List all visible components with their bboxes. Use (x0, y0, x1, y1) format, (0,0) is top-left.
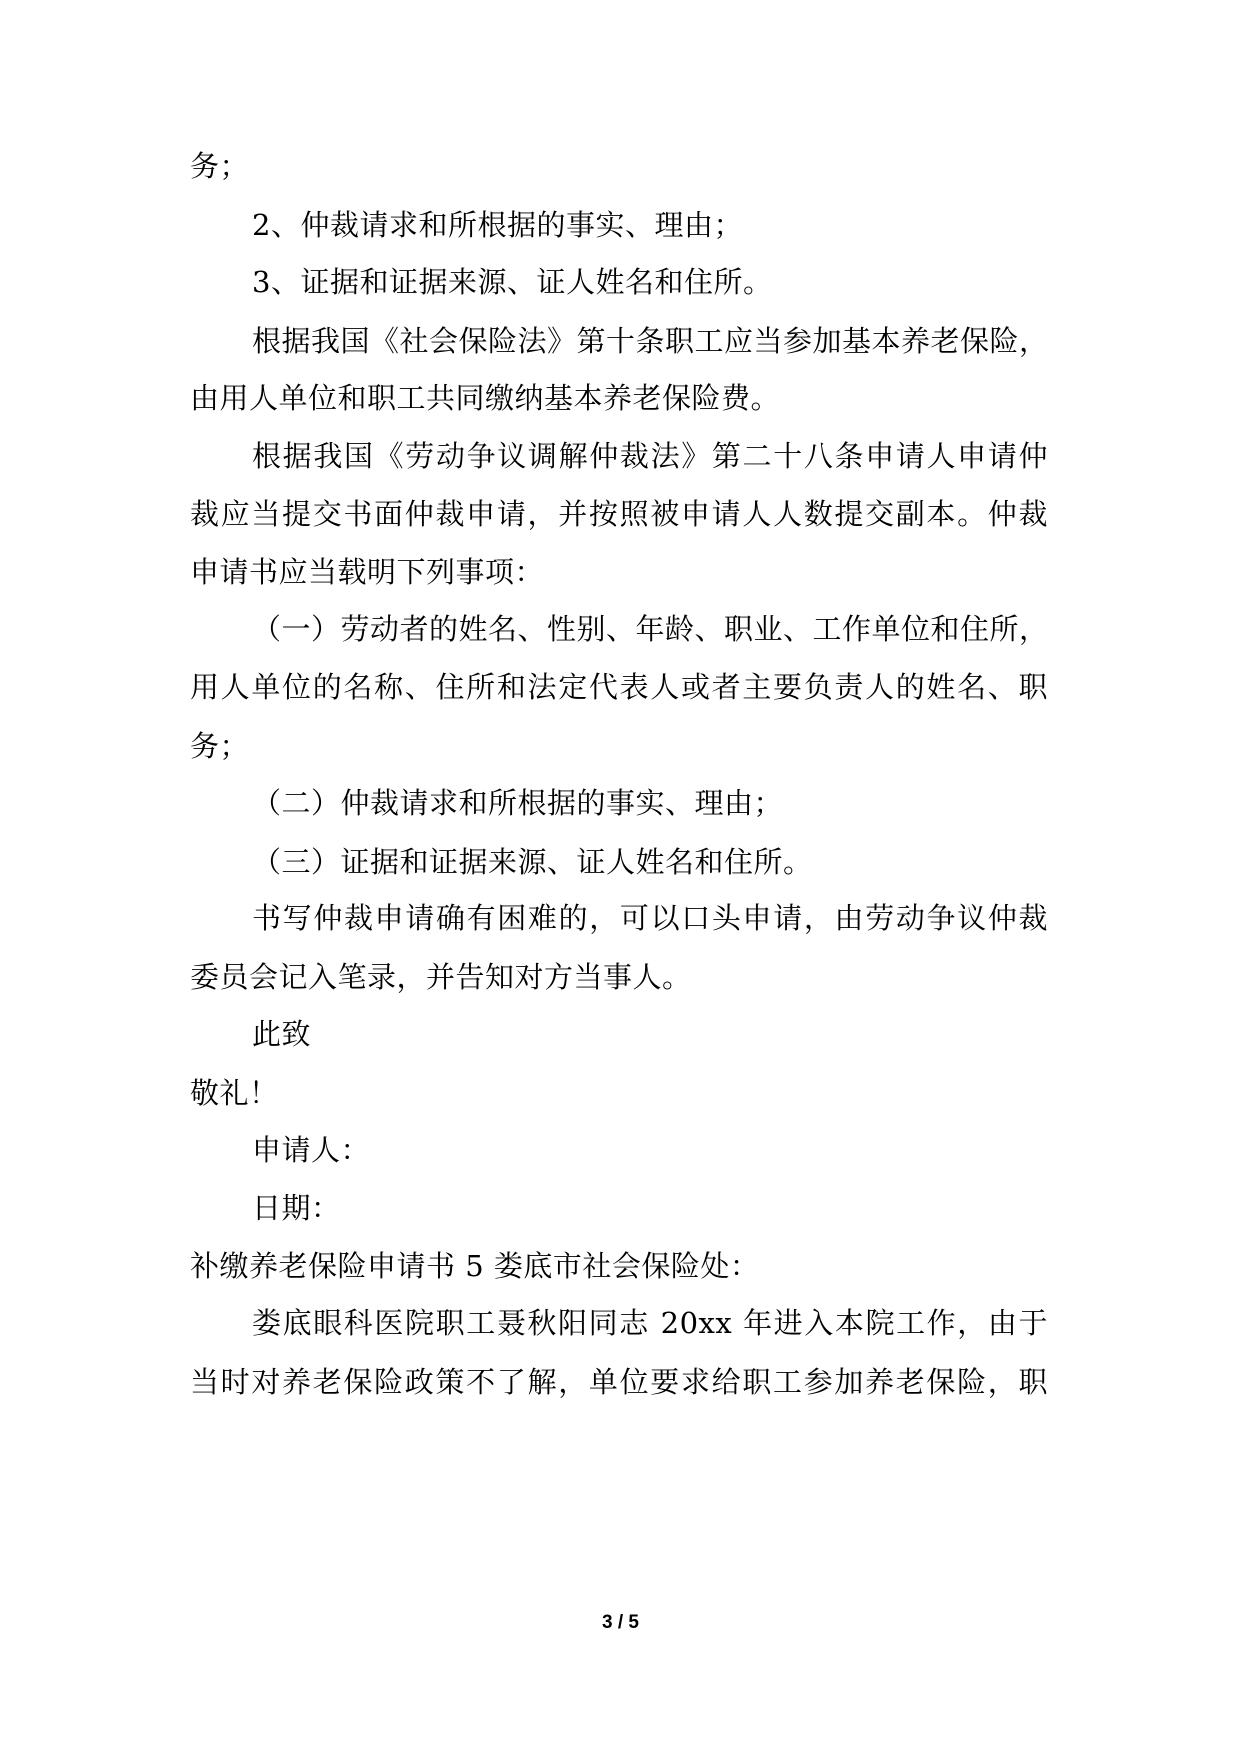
paragraph-line: （二）仲裁请求和所根据的事实、理由； (252, 786, 784, 820)
paragraph-line: 用人单位的名称、住所和法定代表人或者主要负责人的姓名、职 (190, 670, 1048, 704)
paragraph-line: 日期： (252, 1191, 341, 1225)
paragraph-line: 申请人： (252, 1133, 371, 1167)
paragraph-line: （三）证据和证据来源、证人姓名和住所。 (252, 845, 813, 879)
paragraph-line: 裁应当提交书面仲裁申请，并按照被申请人人数提交副本。仲裁 (190, 497, 1048, 531)
paragraph-line: 此致 (252, 1017, 312, 1051)
paragraph-line: 敬礼！ (190, 1076, 279, 1110)
page-number: 3 / 5 (602, 1612, 639, 1633)
paragraph-line: 3、证据和证据来源、证人姓名和住所。 (252, 265, 773, 299)
paragraph-line: 当时对养老保险政策不了解，单位要求给职工参加养老保险，职 (190, 1365, 1048, 1399)
paragraph-line: 根据我国《社会保险法》第十条职工应当参加基本养老保险， (252, 324, 1049, 358)
paragraph-line: 书写仲裁申请确有困难的，可以口头申请，由劳动争议仲裁 (252, 901, 1048, 935)
paragraph-line: 根据我国《劳动争议调解仲裁法》第二十八条申请人申请仲 (252, 439, 1048, 473)
paragraph-line: 申请书应当载明下列事项： (190, 555, 545, 589)
paragraph-line: （一）劳动者的姓名、性别、年龄、职业、工作单位和住所， (252, 612, 1049, 646)
paragraph-line: 委员会记入笔录，并告知对方当事人。 (190, 960, 692, 994)
paragraph-line: 务； (190, 149, 250, 183)
paragraph-line: 2、仲裁请求和所根据的事实、理由； (252, 208, 743, 242)
paragraph-line: 娄底眼科医院职工聂秋阳同志 20xx 年进入本院工作，由于 (252, 1306, 1048, 1340)
paragraph-line: 由用人单位和职工共同缴纳基本养老保险费。 (190, 381, 781, 415)
paragraph-line: 务； (190, 729, 250, 763)
paragraph-line: 补缴养老保险申请书 5 娄底市社会保险处： (190, 1249, 760, 1283)
